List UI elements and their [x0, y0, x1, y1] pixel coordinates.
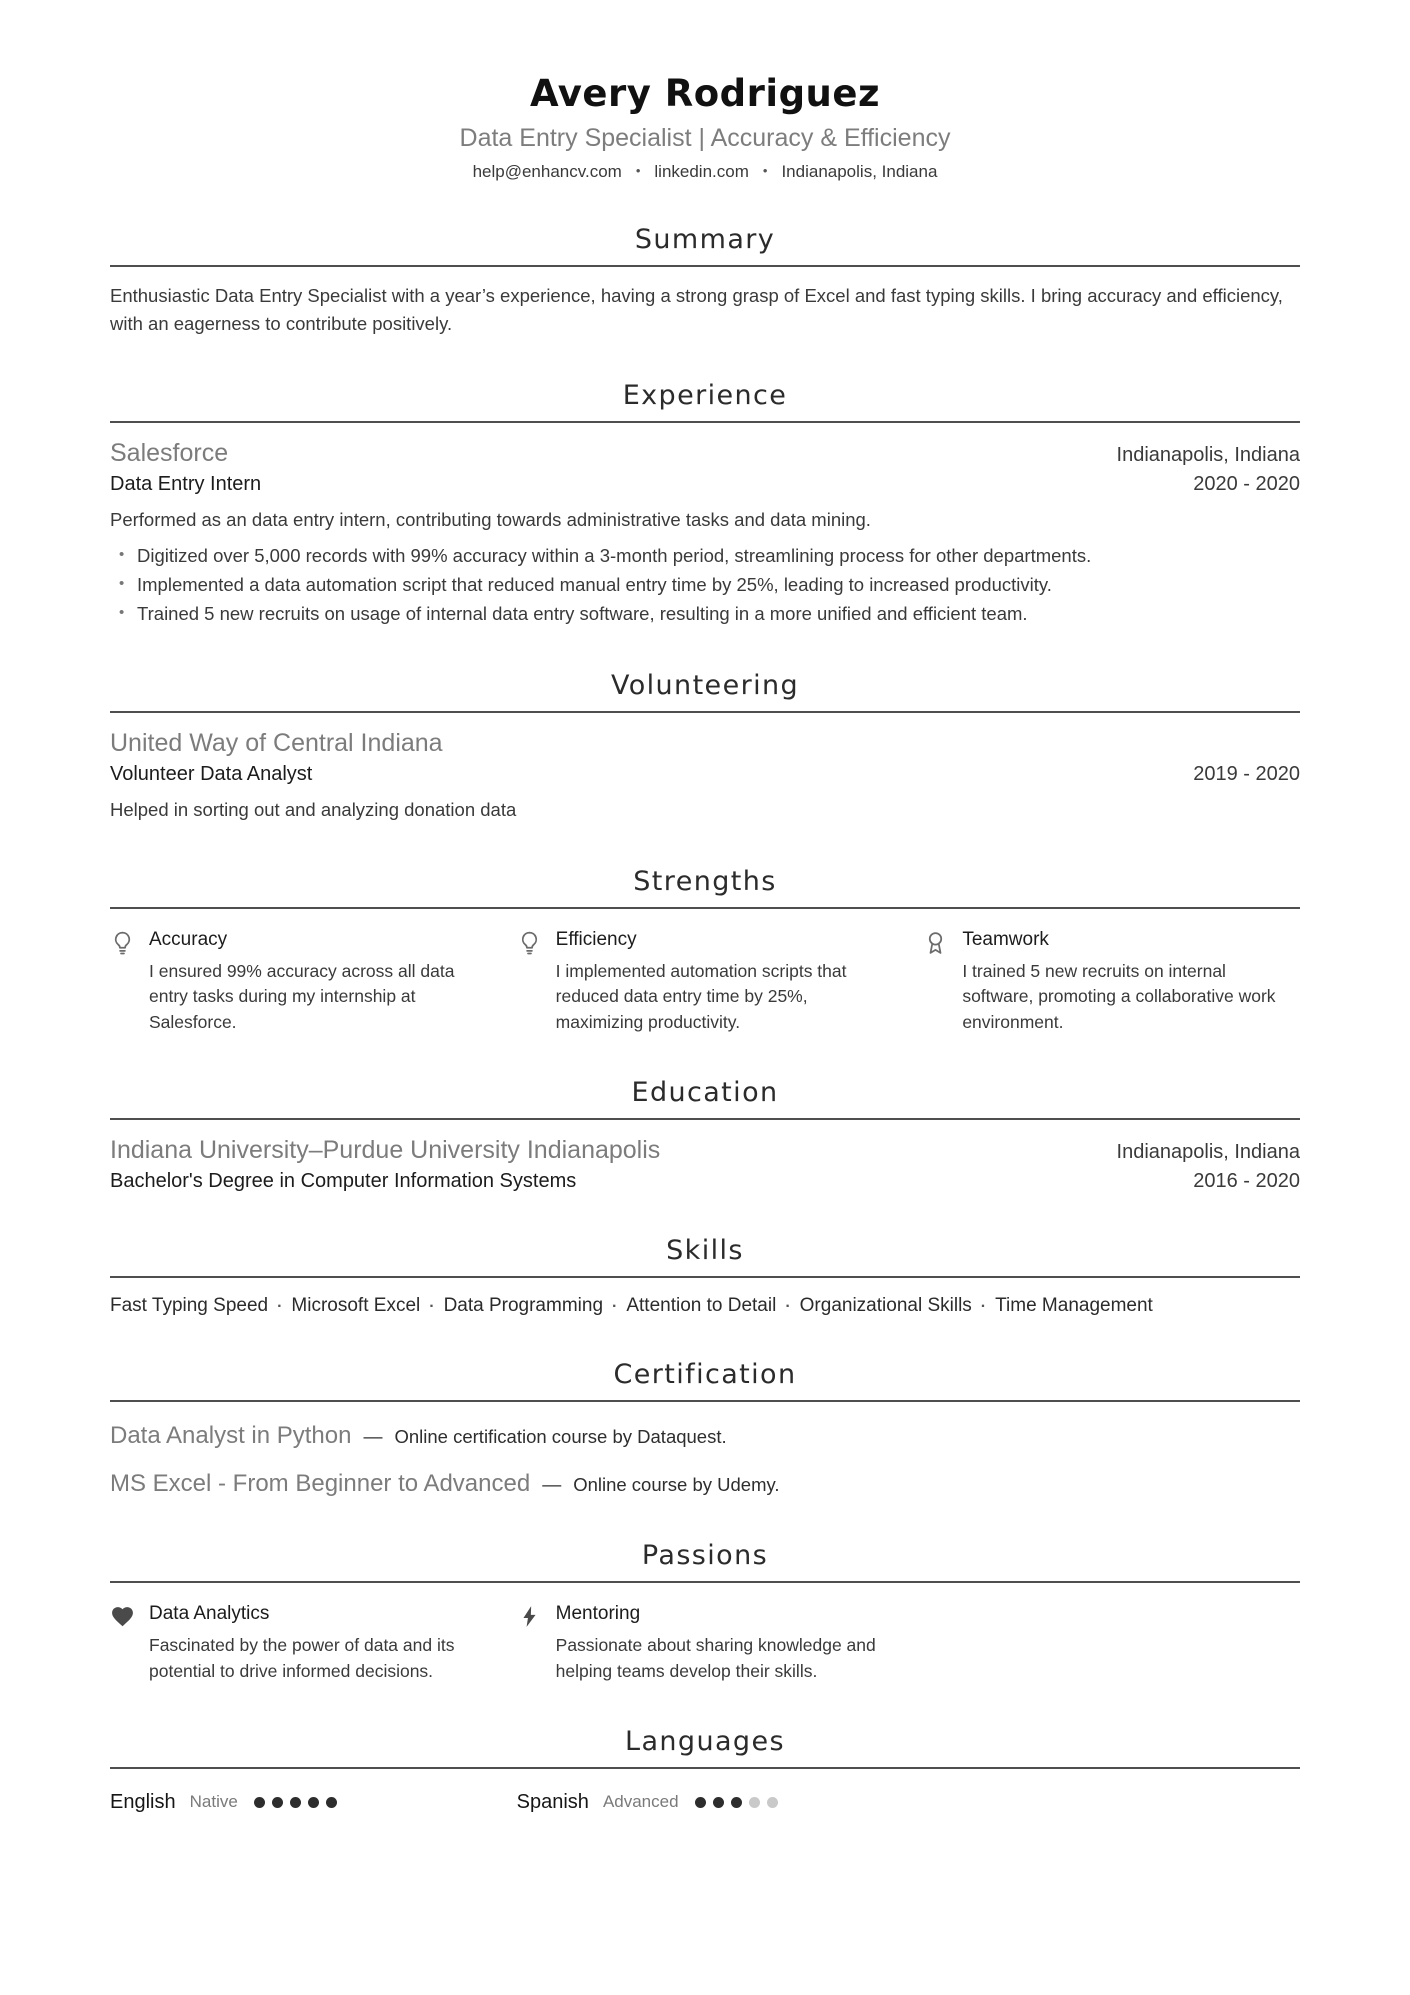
em-dash-separator: [530, 1478, 573, 1495]
languages-grid: [110, 1791, 1300, 1814]
job-role: Data Entry Intern: [110, 472, 262, 495]
passions-grid-spacer: [923, 1603, 1300, 1684]
section-skills: [110, 1235, 1300, 1317]
proficiency-dot-filled: [308, 1797, 319, 1808]
person-name: Avery Rodriguez: [529, 72, 881, 115]
institution-name: Indiana University–Purdue University Indianapolis: [110, 1136, 661, 1165]
certification-description: Online certification course by Dataquest.: [394, 1426, 727, 1448]
section-divider: [110, 1767, 1300, 1769]
certification-description: Online course by Udemy.: [573, 1474, 780, 1496]
contact-linkedin[interactable]: • linkedin.com: [622, 162, 749, 181]
section-divider: [110, 1400, 1300, 1402]
job-dates: 2020 - 2020: [1193, 472, 1300, 495]
strength-text: I implemented automation scripts that reduced data entry time by 25%, maximizing productivity.: [555, 961, 847, 1032]
certification-item: [110, 1470, 1300, 1498]
certification-name: MS Excel - From Beginner to Advanced: [110, 1470, 531, 1498]
strength-title: Efficiency: [555, 929, 637, 951]
strength-text: I trained 5 new recruits on internal software, promoting a collaborative work environment.: [962, 961, 1276, 1032]
experience-company-row: [110, 439, 1300, 468]
company-name: Salesforce: [110, 438, 229, 467]
proficiency-dot-filled: [254, 1797, 265, 1808]
passion-item-data-analytics: [110, 1603, 487, 1684]
section-divider: [110, 1118, 1300, 1120]
section-experience: [110, 380, 1300, 629]
section-divider: [110, 907, 1300, 909]
passion-text: Fascinated by the power of data and its potential to drive informed decisions.: [149, 1635, 455, 1681]
section-divider: [110, 265, 1300, 267]
job-highlight: • Trained 5 new recruits on usage of internal data entry software, resulting in a more unified and efficient team.: [110, 600, 1300, 629]
language-proficiency-dots: [695, 1797, 778, 1808]
section-divider: [110, 421, 1300, 423]
skill-item: Fast Typing Speed ·: [110, 1295, 291, 1316]
language-proficiency-dots: [254, 1797, 337, 1808]
volunteer-dates: 2019 - 2020: [1193, 763, 1300, 786]
job-highlights-list: [110, 542, 1300, 628]
proficiency-dot-empty: [767, 1797, 778, 1808]
bolt-icon: [517, 1604, 542, 1629]
section-languages: [110, 1726, 1300, 1814]
passion-text: Passionate about sharing knowledge and helping teams develop their skills.: [555, 1635, 876, 1681]
strengths-grid: [110, 929, 1300, 1035]
institution-location: Indianapolis, Indiana: [1116, 1141, 1300, 1164]
language-item-english: [110, 1791, 487, 1814]
resume-header: [110, 72, 1300, 182]
section-passions: [110, 1540, 1300, 1684]
section-divider: [110, 711, 1300, 713]
volunteering-role-row: [110, 763, 1300, 786]
section-strengths: [110, 866, 1300, 1035]
language-name: English: [110, 1790, 176, 1813]
skill-item: Data Programming ·: [444, 1295, 627, 1316]
passion-content: [556, 1603, 894, 1684]
experience-role-row: [110, 473, 1300, 496]
certification-name: Data Analyst in Python: [110, 1422, 352, 1450]
language-item-spanish: [517, 1791, 894, 1814]
lightbulb-icon: [110, 930, 135, 955]
education-dates: 2016 - 2020: [1193, 1170, 1300, 1193]
contact-row: [110, 162, 1300, 182]
passions-grid: [110, 1603, 1300, 1684]
certification-item: [110, 1422, 1300, 1450]
company-location: Indianapolis, Indiana: [1116, 443, 1300, 466]
proficiency-dot-filled: [695, 1797, 706, 1808]
education-institution-row: [110, 1136, 1300, 1165]
heart-icon: [110, 1604, 135, 1629]
section-volunteering: [110, 670, 1300, 824]
skill-item: Time Management: [995, 1295, 1153, 1317]
skills-heading: Skills: [666, 1235, 744, 1267]
section-summary: [110, 224, 1300, 338]
strength-text: I ensured 99% accuracy across all data entry tasks during my internship at Salesforce.: [149, 961, 455, 1032]
passion-content: [149, 1603, 487, 1684]
strength-title: Teamwork: [962, 929, 1049, 951]
strengths-heading: Strengths: [633, 866, 777, 898]
strength-content: [962, 929, 1300, 1035]
strength-title: Accuracy: [149, 929, 228, 951]
contact-email[interactable]: help@enhancv.com: [472, 162, 622, 181]
education-heading: Education: [631, 1077, 779, 1109]
job-highlight: • Implemented a data automation script that reduced manual entry time by 25%, leading to increased productivity.: [110, 571, 1300, 600]
proficiency-dot-filled: [290, 1797, 301, 1808]
strength-item-accuracy: [110, 929, 487, 1035]
proficiency-dot-filled: [326, 1797, 337, 1808]
strength-item-efficiency: [517, 929, 894, 1035]
strength-content: [149, 929, 487, 1035]
proficiency-dot-filled: [713, 1797, 724, 1808]
skills-list: [110, 1295, 1300, 1317]
degree-name: Bachelor's Degree in Computer Information Systems: [110, 1170, 577, 1193]
job-highlight: • Digitized over 5,000 records with 99% accuracy within a 3-month period, streamlining process for other departments.: [110, 542, 1300, 571]
certification-heading: Certification: [613, 1359, 797, 1391]
passion-title: Data Analytics: [149, 1603, 270, 1625]
section-divider: [110, 1276, 1300, 1278]
volunteering-heading: Volunteering: [610, 670, 800, 702]
passions-heading: Passions: [641, 1540, 769, 1572]
passion-item-mentoring: [517, 1603, 894, 1684]
summary-text: Enthusiastic Data Entry Specialist with a year’s experience, having a strong grasp of Excel and fast typing skills. I bring accuracy and efficiency, with an eagerness to contribute positively.: [110, 285, 1283, 334]
skill-item: Attention to Detail ·: [626, 1295, 799, 1316]
em-dash-separator: [351, 1430, 394, 1447]
section-certification: [110, 1359, 1300, 1498]
medal-icon: [923, 930, 948, 955]
strength-item-teamwork: [923, 929, 1300, 1035]
language-name: Spanish: [516, 1790, 589, 1813]
volunteer-role: Volunteer Data Analyst: [110, 763, 313, 786]
proficiency-dot-filled: [731, 1797, 742, 1808]
education-degree-row: [110, 1170, 1300, 1193]
volunteering-entry: [110, 729, 1300, 824]
skill-item: Microsoft Excel ·: [291, 1295, 443, 1316]
experience-entry: [110, 439, 1300, 629]
summary-heading: Summary: [634, 224, 776, 255]
experience-heading: Experience: [622, 379, 788, 411]
proficiency-dot-empty: [749, 1797, 760, 1808]
contact-location: • Indianapolis, Indiana: [749, 162, 938, 181]
languages-heading: Languages: [625, 1725, 785, 1757]
education-entry: [110, 1136, 1300, 1193]
volunteer-description: Helped in sorting out and analyzing donation data: [110, 799, 517, 821]
person-title: Data Entry Specialist | Accuracy & Efficiency: [459, 124, 951, 152]
strength-content: [556, 929, 894, 1035]
job-description: Performed as an data entry intern, contributing towards administrative tasks and data mining.: [110, 508, 871, 530]
language-level: Advanced: [602, 1792, 679, 1812]
organization-name: United Way of Central Indiana: [110, 729, 443, 758]
passion-title: Mentoring: [555, 1603, 641, 1625]
volunteering-org-row: [110, 729, 1300, 758]
section-divider: [110, 1581, 1300, 1583]
languages-grid-spacer: [923, 1791, 1300, 1814]
lightbulb-icon: [517, 930, 542, 955]
proficiency-dot-filled: [272, 1797, 283, 1808]
skill-item: Organizational Skills ·: [800, 1295, 995, 1316]
language-level: Native: [189, 1792, 238, 1812]
section-education: [110, 1077, 1300, 1193]
